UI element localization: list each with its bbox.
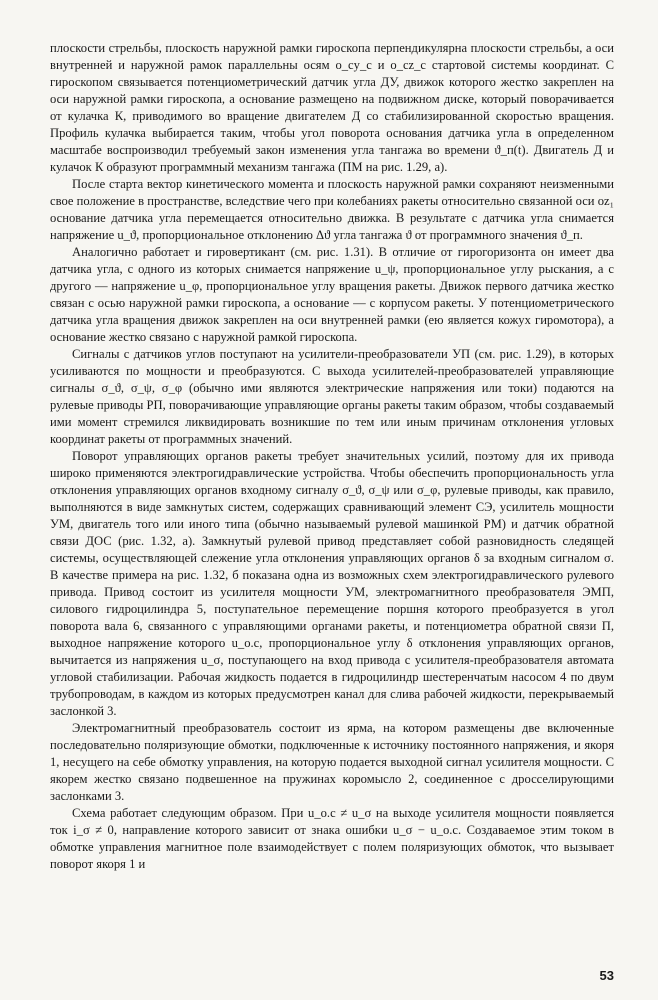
paragraph: Аналогично работает и гировертикант (см. рис. 1.31). В отличие от гирогоризонта он имеет два датчика угла, с одного из которых снимается напряжение u_ψ, пропорциональное углу рыскания, а с другого — напряжение u_φ, пропорциональное углу вращения ракеты. Движок первого датчика жестко связан с осью наружной рамки гироскопа, а основание — с корпусом ракеты. У потенциометрического датчика угла вращения движок закреплен на оси внутренней рамки (ею является кожух гиромотора), а основание жестко связано с наружной рамкой гироскопа.: [50, 245, 614, 344]
page-number: 53: [599, 968, 614, 983]
body-text: [50, 40, 614, 873]
paragraph: После старта вектор кинетического момента и плоскость наружной рамки сохраняют неизменными свое положение в пространстве, вследствие чего при колебаниях ракеты относительно связанной оси oz₁ основание датчика угла перемещается относительно движка. В результате с датчика угла снимается напряжение u_ϑ, пропорциональное отклонению Δϑ угла тангажа ϑ от программного значения ϑ_п.: [50, 177, 614, 242]
paragraph: плоскости стрельбы, плоскость наружной рамки гироскопа перпендикулярна плоскости стрельбы, а оси внутренней и наружной рамок параллельны осям o_cy_c и o_cz_c стартовой системы координат. С гироскопом связывается потенциометрический датчик угла ДУ, движок которого жестко закреплен на оси наружной рамки гироскопа, а основание размещено на подвижном диске, который поворачивается от кулачка К, приводимого во вращение двигателем Д со стабилизированной скоростью вращения. Профиль кулачка выбирается таким, чтобы угол поворота основания датчика угла в определенном масштабе воспроизводил требуемый закон изменения угла тангажа во времени ϑ_п(t). Двигатель Д и кулачок К образуют программный механизм тангажа (ПМ на рис. 1.29, а).: [50, 41, 614, 174]
paragraph: Поворот управляющих органов ракеты требует значительных усилий, поэтому для их привода широко применяются электрогидравлические устройства. Чтобы обеспечить пропорциональность угла отклонения управляющих органов входному сигналу σ_ϑ, σ_ψ или σ_φ, рулевые приводы, как правило, выполняются в виде замкнутых систем, содержащих сравнивающий элемент СЭ, усилитель мощности УМ, двигатель того или иного типа (обычно называемый рулевой машинкой РМ) и датчик обратной связи ДОС (рис. 1.32, а). Замкнутый рулевой привод представляет собой разновидность следящей системы, осуществляющей слежение угла отклонения управляющих органов δ за входным сигналом σ. В качестве примера на рис. 1.32, б показана одна из возможных схем электрогидравлического рулевого привода. Привод состоит из усилителя мощности УМ, электромагнитного преобразователя ЭМП, силового гидроцилиндра 5, поступательное перемещение поршня которого преобразуется в угол поворота вала 6, связанного с управляющими органами ракеты, и потенциометра обратной связи П, выходное напряжение которого u_о.с, пропорциональное углу δ отклонения управляющих органов, вычитается из напряжения u_σ, поступающего на вход привода с усилителя-преобразователя автомата угловой стабилизации. Рабочая жидкость подается в гидроцилиндр шестеренчатым насосом 4 по двум трубопроводам, в каждом из которых предусмотрен канал для слива рабочей жидкости, перекрываемый заслонкой 3.: [50, 449, 614, 718]
paragraph: Схема работает следующим образом. При u_о.с ≠ u_σ на выходе усилителя мощности появляется ток i_σ ≠ 0, направление которого зависит от знака ошибки u_σ − u_о.с. Создаваемое этим током в обмотке управления магнитное поле взаимодействует с полем поляризующих обмоток, что вызывает поворот якоря 1 и: [50, 806, 614, 871]
paragraph: Сигналы с датчиков углов поступают на усилители-преобразователи УП (см. рис. 1.29), в которых усиливаются по мощности и преобразуются. С выхода усилителей-преобразователей управляющие сигналы σ_ϑ, σ_ψ, σ_φ (обычно ими являются электрические напряжения или токи) подаются на рулевые приводы РП, поворачивающие управляющие органы ракеты таким образом, чтобы создаваемый ими момент стремился ликвидировать возникшие по тем или иным причинам отклонения угловых координат ракеты от программных значений.: [50, 347, 614, 446]
paragraph: Электромагнитный преобразователь состоит из ярма, на котором размещены две включенные последовательно поляризующие обмотки, подключенные к источнику постоянного напряжения, и якоря 1, несущего на себе обмотку управления, на которую подается выходной сигнал усилителя мощности. С якорем жестко связано подвешенное на пружинах коромысло 2, соединенное с дросселирующими заслонками 3.: [50, 721, 614, 803]
